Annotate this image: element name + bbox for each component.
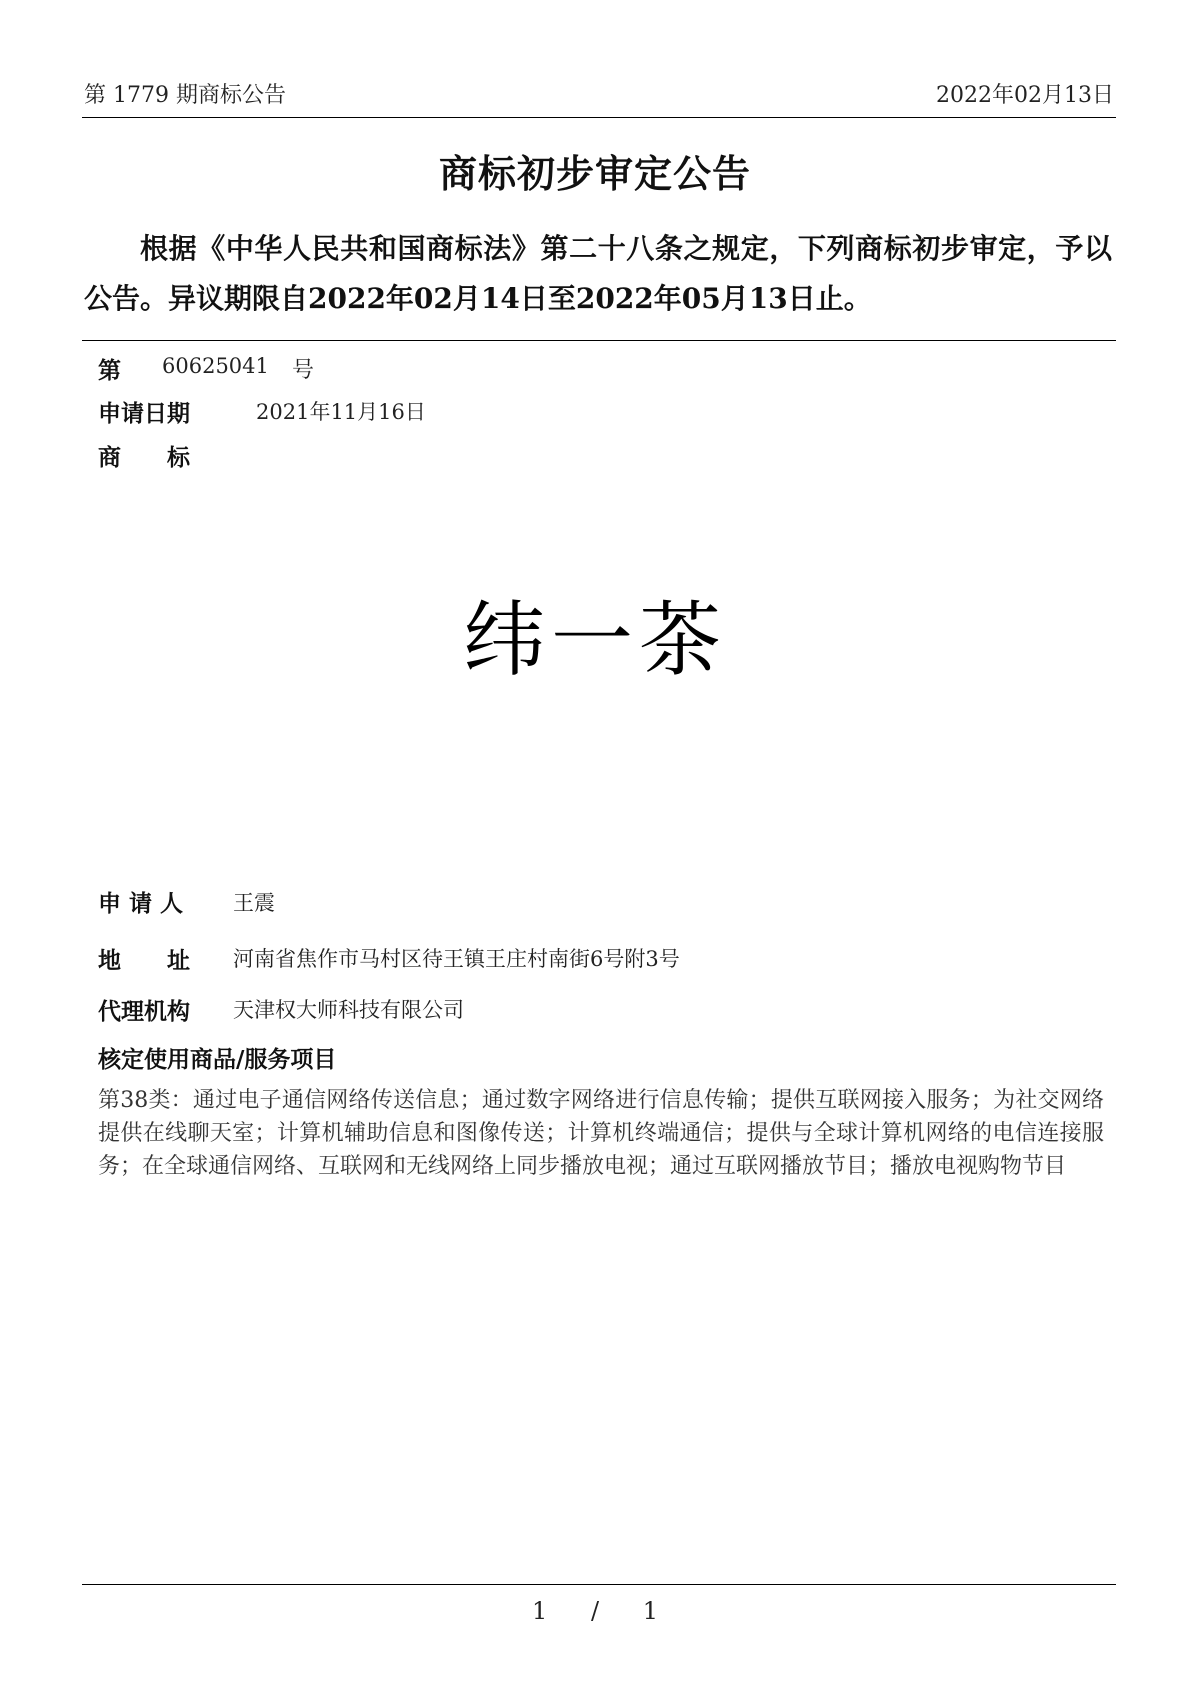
page-number	[0, 1597, 1190, 1625]
number-label-suffix: 号	[292, 358, 315, 383]
page-current: 1	[532, 1597, 548, 1625]
registration-number: 60625041	[162, 354, 269, 378]
applicant-label: 申 请 人	[98, 891, 184, 917]
issue-label: 第 1779 期商标公告	[84, 83, 286, 108]
agency-name: 天津权大师科技有限公司	[233, 998, 464, 1022]
page-separator: /	[590, 1597, 600, 1625]
mark-label: 商 标	[98, 445, 190, 471]
number-label-prefix: 第	[98, 358, 121, 384]
goods-services-text: 第38类：通过电子通信网络传送信息；通过数字网络进行信息传输；提供互联网接入服务；为社交网络提供在线聊天室；计算机辅助信息和图像传送；计算机终端通信；提供与全球计算机网络的电信连接服务；在全球通信网络、互联网和无线网络上同步播放电视；通过互联网播放节目；播放电视购物节目	[98, 1088, 1104, 1179]
applicant-address: 河南省焦作市马村区待王镇王庄村南街6号附3号	[233, 947, 680, 971]
issue-date: 2022年02月13日	[936, 83, 1114, 108]
filing-date-label: 申请日期	[98, 401, 190, 427]
notice-paragraph: 根据《中华人民共和国商标法》第二十八条之规定，下列商标初步审定，予以公告。异议期限自2022年02月14日至2022年05月13日止。	[84, 232, 1112, 315]
section-rule	[82, 340, 1116, 341]
address-label: 地 址	[98, 948, 190, 974]
page-title: 商标初步审定公告	[438, 151, 751, 196]
agency-label: 代理机构	[98, 999, 190, 1025]
trademark-text: 纬一茶	[462, 593, 727, 688]
goods-label: 核定使用商品/服务项目	[98, 1047, 337, 1073]
footer-rule	[82, 1584, 1116, 1585]
applicant-name: 王震	[233, 891, 275, 915]
page-total: 1	[642, 1597, 658, 1625]
filing-date: 2021年11月16日	[256, 400, 426, 424]
header-rule	[82, 117, 1116, 118]
